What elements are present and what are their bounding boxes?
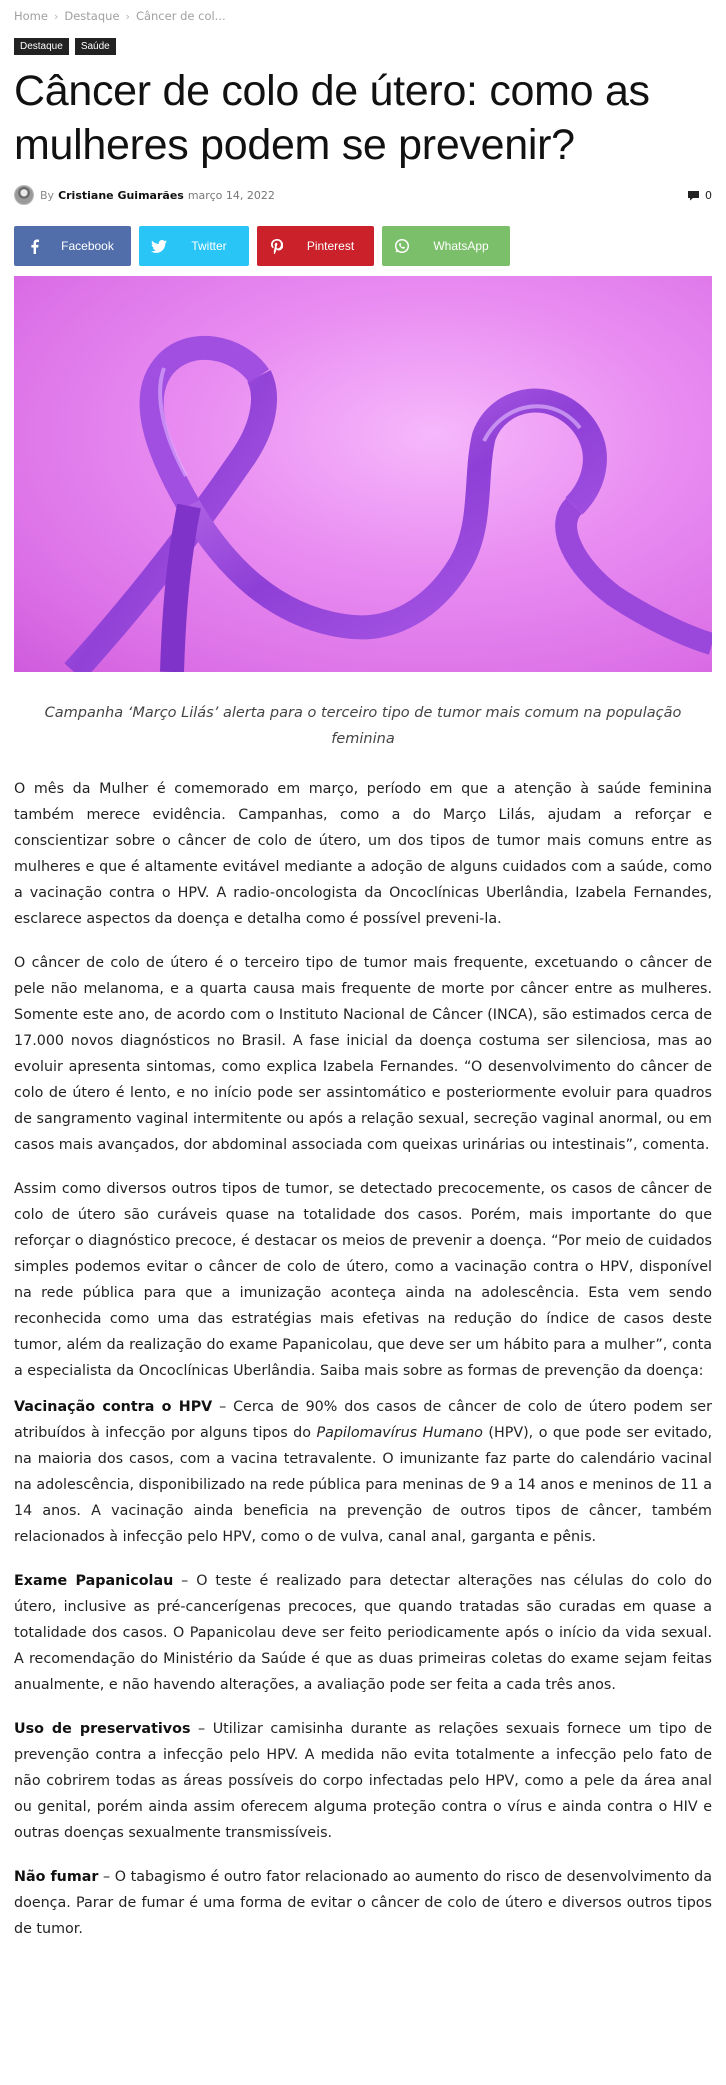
facebook-icon bbox=[14, 226, 54, 266]
purple-ribbon-image bbox=[14, 276, 712, 672]
article-paragraph-hpv bbox=[14, 1394, 712, 1550]
pinterest-icon bbox=[257, 226, 297, 266]
share-whatsapp-button[interactable] bbox=[382, 226, 510, 266]
article-body bbox=[14, 776, 712, 1960]
image-caption: Campanha ‘Março Lilás’ alerta para o terceiro tipo de tumor mais comum na população feminina bbox=[44, 705, 682, 747]
category-tags bbox=[14, 38, 116, 55]
category-tag-destaque[interactable]: Destaque bbox=[14, 38, 69, 55]
article-paragraph: O câncer de colo de útero é o terceiro tipo de tumor mais frequente, excetuando o câncer de pele não melanoma, e a quarta causa mais frequente de morte por câncer entre as mulheres. Somente este ano, de acordo com o Instituto Nacional de Câncer (INCA), são estimados cerca de 17.000 novos diagnósticos no Brasil. A fase inicial da doença costuma ser silenciosa, mas ao evoluir apresenta sintomas, como explica Izabela Fernandes. “O desenvolvimento do câncer de colo de útero é lento, e no início pode ser assintomático e posteriormente evoluir para quadros de sangramento vaginal intermitente ou após a relação sexual, secreção vaginal anormal, ou em casos mais avançados, dor abdominal associada com queixas urinárias ou intestinais”, comenta. bbox=[14, 955, 712, 1153]
comments-count: 0 bbox=[705, 188, 712, 202]
breadcrumb-current: Câncer de col... bbox=[135, 9, 226, 23]
share-twitter-label: Twitter bbox=[191, 239, 227, 253]
category-tag-saude[interactable]: Saúde bbox=[75, 38, 116, 55]
twitter-icon bbox=[139, 226, 179, 266]
share-facebook-button[interactable] bbox=[14, 226, 131, 266]
article-paragraph-nao-fumar bbox=[14, 1864, 712, 1942]
share-pinterest-label: Pinterest bbox=[306, 239, 355, 253]
share-whatsapp-label: WhatsApp bbox=[433, 239, 489, 253]
comments-link[interactable] bbox=[687, 189, 712, 202]
whatsapp-icon bbox=[382, 226, 422, 266]
breadcrumb-destaque[interactable]: Destaque bbox=[64, 9, 120, 23]
share-pinterest-button[interactable] bbox=[257, 226, 374, 266]
article-paragraph-preservativos bbox=[14, 1716, 712, 1846]
article-paragraph: O mês da Mulher é comemorado em março, período em que a atenção à saúde feminina também merece evidência. Campanhas, como a do Março Lilás, ajudam a reforçar e conscientizar sobre o câncer de colo de útero, um dos tipos de tumor mais comuns entre as mulheres e que é altamente evitável mediante a adoção de alguns cuidados com a saúde, como a vacinação contra o HPV. A radio-oncologista da Oncoclínicas Uberlândia, Izabela Fernandes, esclarece aspectos da doença e detalha como é possível preveni-la. bbox=[14, 781, 712, 927]
section-heading-hpv: Vacinação contra o HPV bbox=[14, 1399, 213, 1415]
author-link[interactable]: Cristiane Guimarães bbox=[58, 188, 184, 202]
paragraph-text: – Utilizar camisinha durante as relações sexuais fornece um tipo de prevenção contra a infecção pelo HPV. A medida não evita totalmente a infecção pelo fato de não cobrirem todas as áreas possíveis do corpo infectadas pelo HPV, como a pele da área anal ou genital, porém ainda assim oferecem alguma proteção contra o vírus e ainda contra o HIV e outras doenças sexualmente transmissíveis. bbox=[14, 1721, 712, 1841]
share-facebook-label: Facebook bbox=[61, 239, 114, 253]
article-paragraph: Assim como diversos outros tipos de tumor, se detectado precocemente, os casos de câncer de colo de útero são curáveis quase na totalidade dos casos. Porém, mais importante do que reforçar o diagnóstico precoce, é destacar os meios de prevenir a doença. “Por meio de cuidados simples podemos evitar o câncer de colo de útero, como a vacinação contra o HPV, disponível na rede pública para que a imunização aconteça ainda na adolescência. Esta vem sendo reconhecida como uma das estratégias mais efetivas na redução do índice de casos deste tumor, além da realização do exame Papanicolau, que deve ser um hábito para a mulher”, conta a especialista da Oncoclínicas Uberlândia. Saiba mais sobre as formas de prevenção da doença: bbox=[14, 1181, 712, 1379]
section-heading-papanicolau: Exame Papanicolau bbox=[14, 1573, 174, 1589]
chevron-right-icon: › bbox=[125, 9, 130, 23]
share-twitter-button[interactable] bbox=[139, 226, 249, 266]
breadcrumb bbox=[14, 9, 226, 23]
avatar[interactable] bbox=[14, 185, 34, 205]
paragraph-text: – Cerca de 90% dos casos de câncer de colo de útero podem ser atribuídos à infecção por alguns tipos do bbox=[14, 1399, 712, 1441]
comment-icon bbox=[687, 190, 700, 201]
section-heading-nao-fumar: Não fumar bbox=[14, 1869, 99, 1885]
share-buttons bbox=[14, 226, 510, 266]
paragraph-text: – O teste é realizado para detectar alterações nas células do colo do útero, inclusive as pré-cancerígenas precoces, que quando tratadas são curadas em quase a totalidade dos casos. O Papanicolau deve ser feito periodicamente após o início da vida sexual. A recomendação do Ministério da Saúde é que as duas primeiras coletas do exame sejam feitas anualmente, e não havendo alterações, a avaliação pode ser feita a cada três anos. bbox=[14, 1573, 712, 1693]
post-meta bbox=[14, 184, 712, 206]
page-title: Câncer de colo de útero: como as mulheres podem se prevenir? bbox=[14, 67, 650, 169]
paragraph-text: – O tabagismo é outro fator relacionado ao aumento do risco de desenvolvimento da doença. Parar de fumar é uma forma de evitar o câncer de colo de útero e diversos outros tipos de tumor. bbox=[14, 1869, 713, 1937]
author-prefix: By bbox=[40, 188, 55, 202]
section-heading-preservativos: Uso de preservativos bbox=[14, 1721, 191, 1737]
italic-term: Papilomavírus Humano bbox=[316, 1425, 483, 1441]
post-date: março 14, 2022 bbox=[187, 188, 275, 202]
breadcrumb-home[interactable]: Home bbox=[14, 9, 48, 23]
article-paragraph-papanicolau bbox=[14, 1568, 712, 1698]
paragraph-text: (HPV), o que pode ser evitado, na maioria dos casos, com a vacina tetravalente. O imunizante faz parte do calendário vacinal na adolescência, disponibilizado na rede pública para meninas de 9 a 14 anos e meninos de 11 a 14 anos. A vacinação ainda beneficia na prevenção de outros tipos de câncer, também relacionados à infecção pelo HPV, como o de vulva, canal anal, garganta e pênis. bbox=[14, 1425, 713, 1545]
featured-image bbox=[14, 276, 712, 672]
chevron-right-icon: › bbox=[53, 9, 59, 23]
